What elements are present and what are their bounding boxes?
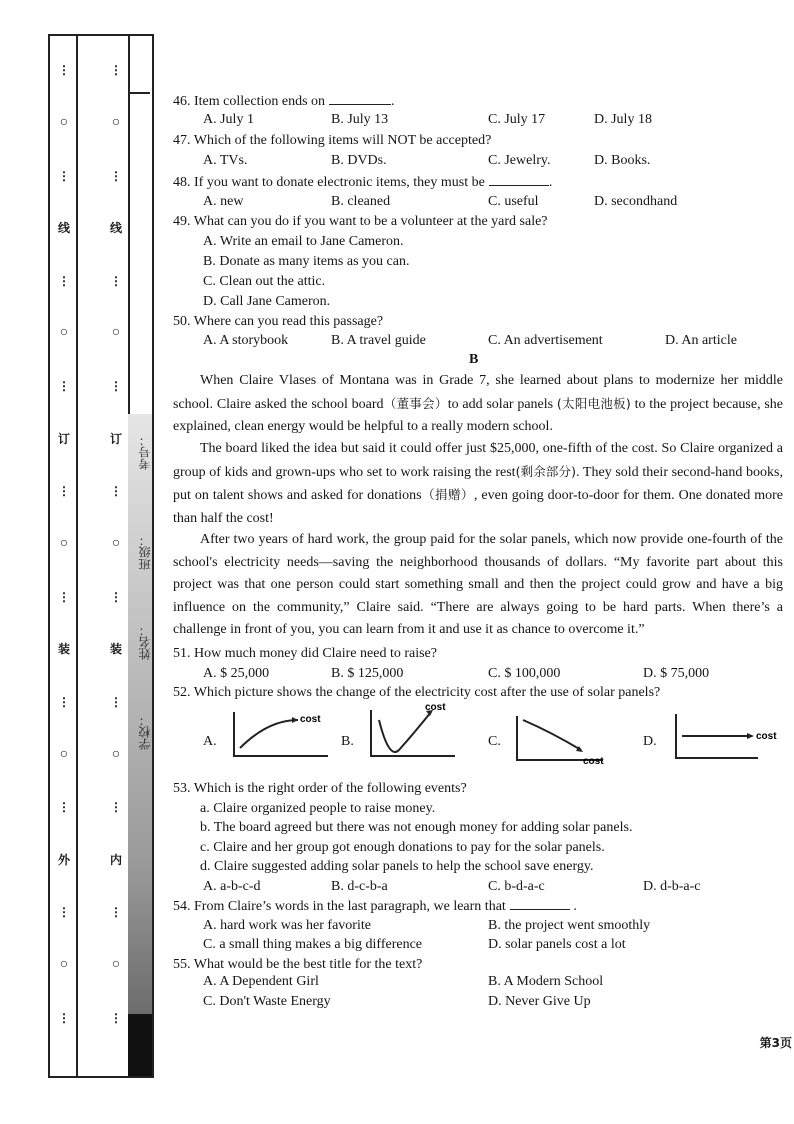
margin-dots: ⋮ — [110, 63, 122, 78]
q48-option-c: C. useful — [488, 194, 539, 209]
question-49: 49. What can you do if you want to be a volunteer at the yard sale? — [173, 214, 548, 229]
name-label: 姓名： — [138, 624, 152, 660]
q51-option-d: D. $ 75,000 — [643, 666, 710, 681]
q52-graph-a — [228, 708, 338, 764]
page-number: 第3页 — [759, 1036, 792, 1050]
margin-dots: ⋮ — [110, 484, 122, 499]
q47-option-d: D. Books. — [594, 153, 651, 168]
q49-option-b: B. Donate as many items as you can. — [203, 254, 410, 269]
class-label: 班级： — [138, 534, 152, 570]
q51-option-b: B. $ 125,000 — [331, 666, 404, 681]
question-46: 46. Item collection ends on . — [173, 94, 395, 109]
answer-blank — [329, 92, 391, 105]
student-info-fields — [134, 414, 154, 764]
passage-paragraph-1: When Claire Vlases of Montana was in Grade 7, she learned about plans to modernize her middle school. Claire asked the school board（董事会）to add solar panels (太阳电池板) to the project because, she explained, clean energy would be helpful to a really modern school. — [173, 373, 784, 434]
q46-option-c: C. July 17 — [488, 112, 546, 127]
margin-char: 线 — [109, 221, 122, 236]
question-54: 54. From Claire’s words in the last paragraph, we learn that . — [173, 899, 577, 914]
margin-dots: ⋮ — [58, 63, 70, 78]
q53-event-c: c. Claire and her group got enough donations to pay for the solar panels. — [200, 840, 605, 855]
question-47: 47. Which of the following items will NOT be accepted? — [173, 133, 492, 148]
q52-option-a-letter: A. — [203, 734, 217, 749]
q55-option-b: B. A Modern School — [488, 974, 604, 989]
q47-option-a: A. TVs. — [203, 153, 248, 168]
margin-circle-mark: ○ — [111, 536, 121, 551]
answer-blank — [510, 897, 570, 910]
q54-option-a: A. hard work was her favorite — [203, 918, 371, 933]
question-52: 52. Which picture shows the change of the electricity cost after the use of solar panels? — [173, 685, 661, 700]
q52-graph-d-label: cost — [756, 731, 777, 742]
q52-graph-a-label: cost — [300, 714, 321, 725]
passage-paragraph-3: After two years of hard work, the group paid for the solar panels, which now provide one-fourth of the school's electricity needs—saving the neighborhood thousands of dollars. “My favorite part about this project was that one person could start something small and then the project could grow and have a big influence on the community,” Claire said. “There are always going to be hard parts. When there’s a challenge in front of you, you can learn from it and use it as chance to overcome it.” — [173, 532, 783, 637]
q55-option-d: D. Never Give Up — [488, 994, 591, 1009]
margin-dots: ⋮ — [58, 379, 70, 394]
question-51: 51. How much money did Claire need to raise? — [173, 646, 437, 661]
margin-dots: ⋮ — [110, 273, 122, 288]
q46-option-a: A. July 1 — [203, 112, 254, 127]
margin-dots: ⋮ — [110, 800, 122, 815]
margin-black-block — [128, 1014, 152, 1076]
margin-divider — [76, 34, 78, 1076]
margin-char: 装 — [109, 642, 122, 657]
q50-option-a: A. A storybook — [203, 333, 289, 348]
margin-circle-mark: ○ — [111, 325, 121, 341]
margin-dots: ⋮ — [58, 168, 70, 183]
margin-dots: ⋮ — [110, 905, 122, 920]
margin-char: 线 — [57, 221, 70, 236]
question-55: 55. What would be the best title for the text? — [173, 957, 423, 972]
margin-dots: ⋮ — [110, 168, 122, 183]
q52-graph-b — [365, 702, 460, 764]
q53-option-a: A. a-b-c-d — [203, 879, 261, 894]
q46-option-b: B. July 13 — [331, 112, 389, 127]
q55-option-a: A. A Dependent Girl — [203, 974, 319, 989]
q54-option-d: D. solar panels cost a lot — [488, 937, 626, 952]
q49-option-c: C. Clean out the attic. — [203, 274, 326, 289]
margin-dots: ⋮ — [58, 589, 70, 604]
margin-circle-mark: ○ — [59, 325, 69, 341]
q53-option-c: C. b-d-a-c — [488, 879, 545, 894]
q53-event-a: a. Claire organized people to raise money. — [200, 801, 436, 816]
q52-graph-d — [670, 710, 785, 766]
q53-event-d: d. Claire suggested adding solar panels to help the school save energy. — [200, 859, 594, 874]
margin-circle-mark: ○ — [59, 746, 69, 762]
q52-graph-b-label: cost — [425, 702, 446, 713]
question-48: 48. If you want to donate electronic items, they must be . — [173, 175, 553, 190]
margin-dots: ⋮ — [110, 379, 122, 394]
q50-option-b: B. A travel guide — [331, 333, 426, 348]
margin-dots: ⋮ — [58, 484, 70, 499]
number-label: 考号： — [138, 434, 152, 470]
q52-option-c-letter: C. — [488, 734, 501, 749]
margin-char: 内 — [109, 852, 122, 867]
margin-dots: ⋮ — [58, 694, 70, 709]
margin-dots: ⋮ — [58, 800, 70, 815]
q52-graph-c — [511, 712, 611, 768]
binding-margin — [48, 34, 152, 1076]
q49-option-a: A. Write an email to Jane Cameron. — [203, 234, 404, 249]
margin-circle-mark: ○ — [111, 957, 121, 973]
margin-dots: ⋮ — [58, 273, 70, 288]
section-b-heading: B — [469, 352, 479, 367]
q51-option-a: A. $ 25,000 — [203, 666, 270, 681]
margin-dots: ⋮ — [110, 1010, 122, 1025]
margin-top-box — [128, 34, 150, 94]
q51-option-c: C. $ 100,000 — [488, 666, 561, 681]
margin-marks-inner — [106, 34, 126, 1076]
q49-option-d: D. Call Jane Cameron. — [203, 294, 331, 309]
q53-option-b: B. d-c-b-a — [331, 879, 388, 894]
margin-circle-mark: ○ — [59, 957, 69, 973]
margin-circle-mark: ○ — [59, 536, 69, 551]
q53-option-d: D. d-b-a-c — [643, 879, 701, 894]
margin-char: 外 — [57, 852, 70, 867]
q54-option-b: B. the project went smoothly — [488, 918, 651, 933]
margin-dots: ⋮ — [110, 694, 122, 709]
margin-dots: ⋮ — [110, 589, 122, 604]
answer-blank — [489, 173, 549, 186]
school-label: 学校： — [138, 714, 152, 750]
q48-option-a: A. new — [203, 194, 244, 209]
q48-option-d: D. secondhand — [594, 194, 678, 209]
passage-paragraph-2: The board liked the idea but said it could offer just $25,000, one-fifth of the cost. So Claire organized a group of kids and grown-ups who set to work raising the rest(剩余部分). They sold their second-hand books, put on talent shows and asked for donations（捐赠）, even going door-to-door for them. One donated more than half the cost! — [173, 441, 783, 526]
q53-event-b: b. The board agreed but there was not enough money for adding solar panels. — [200, 820, 633, 835]
q55-option-c: C. Don't Waste Energy — [203, 994, 331, 1009]
q47-option-c: C. Jewelry. — [488, 153, 551, 168]
margin-char: 订 — [109, 431, 122, 446]
margin-marks-outer — [54, 34, 74, 1076]
q52-graph-c-label: cost — [583, 756, 604, 767]
q54-option-c: C. a small thing makes a big difference — [203, 937, 423, 952]
q46-option-d: D. July 18 — [594, 112, 652, 127]
margin-char: 订 — [57, 431, 70, 446]
margin-char: 装 — [57, 642, 70, 657]
margin-circle-mark: ○ — [59, 114, 69, 130]
q47-option-b: B. DVDs. — [331, 153, 387, 168]
margin-dots: ⋮ — [58, 1010, 70, 1025]
margin-dots: ⋮ — [58, 905, 70, 920]
q52-option-b-letter: B. — [341, 734, 354, 749]
q48-option-b: B. cleaned — [331, 194, 391, 209]
question-50: 50. Where can you read this passage? — [173, 314, 384, 329]
question-53: 53. Which is the right order of the following events? — [173, 781, 467, 796]
q52-option-d-letter: D. — [643, 734, 657, 749]
margin-circle-mark: ○ — [111, 114, 121, 130]
q50-option-d: D. An article — [665, 333, 737, 348]
margin-circle-mark: ○ — [111, 746, 121, 762]
q50-option-c: C. An advertisement — [488, 333, 603, 348]
